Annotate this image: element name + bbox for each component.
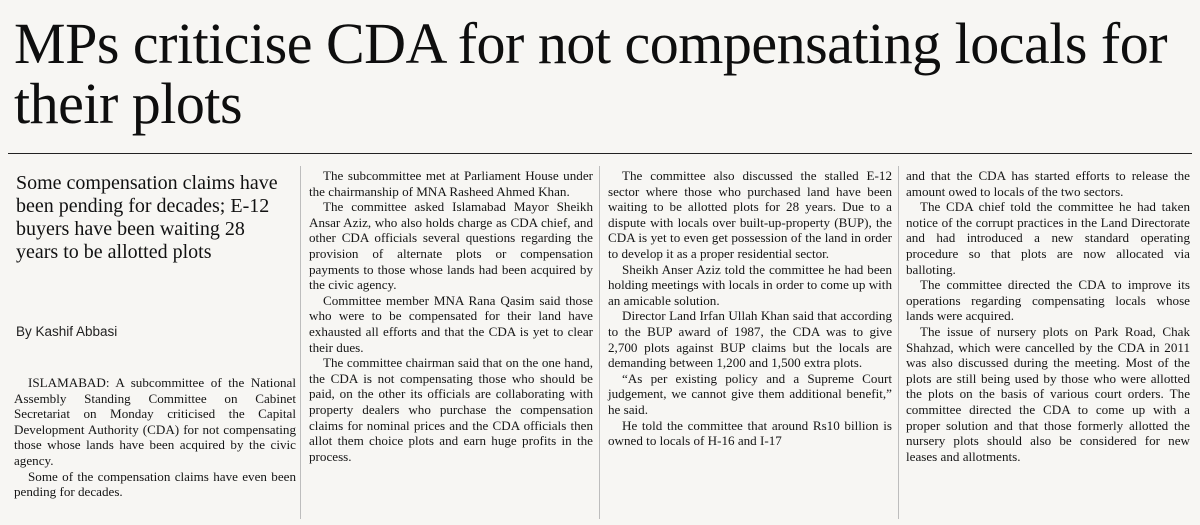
- byline: By Kashif Abbasi: [16, 324, 118, 339]
- paragraph: and that the CDA has started efforts to release the amount owed to locals of the two sectors.: [906, 168, 1190, 199]
- column-1: [14, 375, 296, 500]
- paragraph: He told the committee that around Rs10 billion is owned to locals of H-16 and I-17: [608, 417, 892, 449]
- paragraph: The committee asked Islamabad Mayor Sheikh Ansar Aziz, who also holds charge as CDA chief, and other CDA officials several questions regarding the provision of alternate plots or compensation payments to those whose lands had been acquired by the civic agency.: [309, 199, 593, 293]
- paragraph: The committee chairman said that on the one hand, the CDA is not compensating those who should be paid, on the other its officials are collaborating with property dealers who purchase the compensation claims for nominal prices and the CDA officials then allot them choice plots and earn huge profits in the process.: [309, 355, 593, 464]
- paragraph: Sheikh Anser Aziz told the committee he had been holding meetings with locals in order to come up with an amicable solution.: [608, 261, 892, 308]
- column-3: [608, 168, 892, 449]
- deck: Some compensation claims have been pending for decades; E-12 buyers have been waiting 28 years to be allotted plots: [16, 172, 278, 263]
- paragraph: The issue of nursery plots on Park Road, Chak Shahzad, which were cancelled by the CDA in 2011 was also discussed during the meeting. Most of the plots are still being used by those who were allotted the plots on the basis of various court orders. The committee directed the CDA to come up with a proper solution and that those formerly allotted the nursery plots should also be considered for new leases and allotments.: [906, 323, 1190, 464]
- paragraph: The subcommittee met at Parliament House under the chairmanship of MNA Rasheed Ahmed Khan.: [309, 168, 593, 199]
- headline: MPs criticise CDA for not compensating locals for their plots: [14, 11, 1168, 136]
- headline-rule: [8, 153, 1192, 154]
- paragraph: Director Land Irfan Ullah Khan said that according to the BUP award of 1987, the CDA was to give 2,700 plots against BUP claims but the locals are demanding between 1,200 and 1,500 extra plots.: [608, 308, 892, 371]
- paragraph: Committee member MNA Rana Qasim said those who were to be compensated for their land have exhausted all efforts and that the CDA is yet to clear their dues.: [309, 292, 593, 355]
- column-2: [309, 168, 593, 464]
- column-divider: [599, 166, 600, 519]
- paragraph: The committee also discussed the stalled E-12 sector where those who purchased land have been waiting to be allotted plots for 28 years. Due to a dispute with locals over built-up-property (BUP), the CDA is yet to even get possession of the land in order to develop it as a proper residential sector.: [608, 168, 892, 261]
- paragraph: The committee directed the CDA to improve its operations regarding compensating locals whose lands were acquired.: [906, 277, 1190, 324]
- paragraph: The CDA chief told the committee he had taken notice of the corrupt practices in the Land Directorate and had introduced a new standard operating procedure so that plots are now allocated via balloting.: [906, 199, 1190, 277]
- column-4: [906, 168, 1190, 464]
- paragraph: “As per existing policy and a Supreme Court judgement, we cannot give them additional benefit,” he said.: [608, 370, 892, 417]
- column-divider: [898, 166, 899, 519]
- column-divider: [300, 166, 301, 519]
- paragraph: ISLAMABAD: A subcommittee of the National Assembly Standing Committee on Cabinet Secretariat on Monday criticised the Capital Development Authority (CDA) for not compensating those whose lands have been acquired by the civic agency.: [14, 375, 296, 468]
- paragraph: Some of the compensation claims have even been pending for decades.: [14, 468, 296, 500]
